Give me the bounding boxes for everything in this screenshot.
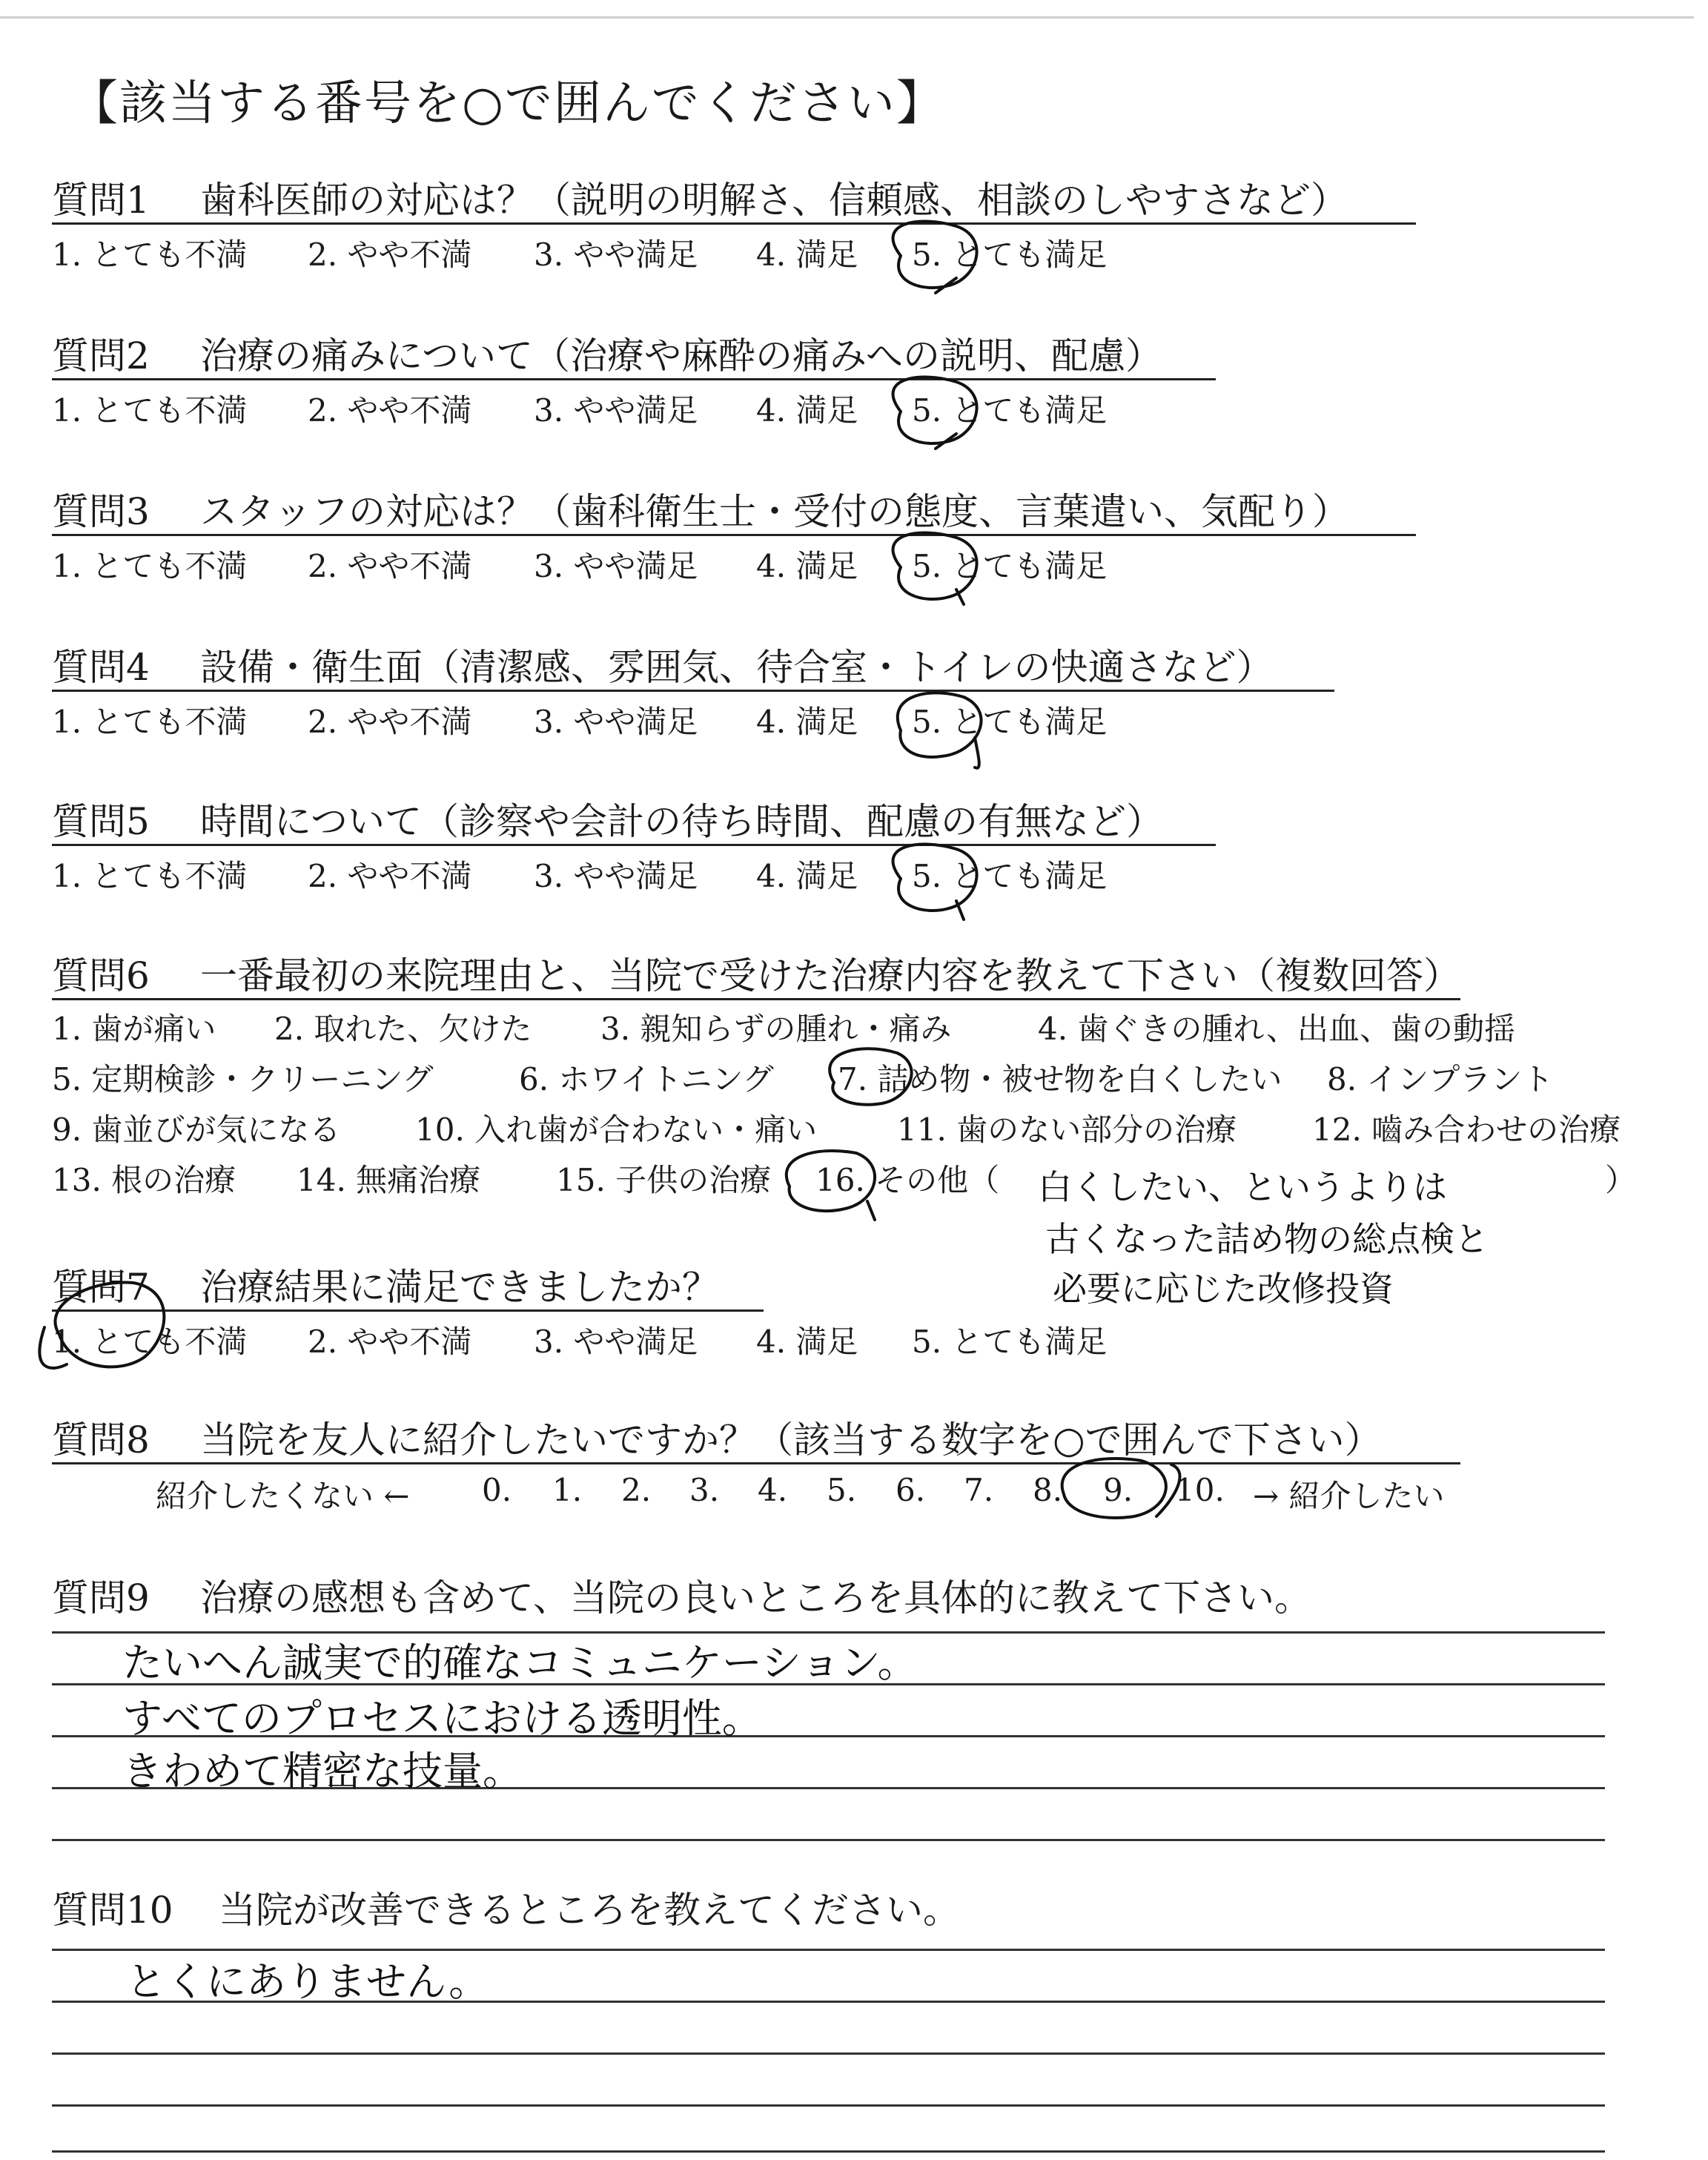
question-5-underline [52, 844, 1216, 846]
q6-option-8[interactable]: 8. インプラント [1327, 1061, 1554, 1097]
q5-option-1[interactable]: 1. とても不満 [52, 858, 248, 894]
q8-scale-5[interactable]: 5. [827, 1472, 857, 1508]
q9-handwriting-1: たいへん誠実で的確なコミュニケーション。 [122, 1639, 918, 1686]
question-2-underline [52, 378, 1216, 380]
question-10-text: 当院が改善できるところを教えてください。 [219, 1889, 960, 1932]
q4-option-3[interactable]: 3. やや満足 [534, 704, 698, 740]
q7-option-5[interactable]: 5. とても満足 [912, 1324, 1108, 1360]
q8-scale-8[interactable]: 8. [1033, 1472, 1063, 1508]
q8-scale-7[interactable]: 7. [964, 1472, 994, 1508]
question-7 [52, 1265, 719, 1309]
q9-write-line-5 [52, 1839, 1605, 1841]
question-5-number: 質問5 [52, 800, 150, 843]
question-8 [52, 1418, 1382, 1462]
question-1-text: 歯科医師の対応は？（説明の明解さ、信頼感、相談のしやすさなど） [200, 179, 1348, 222]
question-4-number: 質問4 [52, 646, 150, 689]
q7-option-1[interactable]: 1. とても不満 [52, 1324, 248, 1360]
question-1-number: 質問1 [52, 179, 150, 222]
q8-scale-0[interactable]: 0. [482, 1472, 512, 1508]
question-6-text: 一番最初の来院理由と、当院で受けた治療内容を教えて下さい（複数回答） [200, 954, 1460, 997]
q8-scale-9[interactable]: 9. [1103, 1472, 1133, 1508]
q6-option-2[interactable]: 2. 取れた、欠けた [274, 1011, 532, 1047]
q8-scale-4[interactable]: 4. [758, 1472, 788, 1508]
question-3-text: スタッフの対応は？（歯科衛生士・受付の態度、言葉遣い、気配り） [200, 490, 1349, 533]
q3-option-5[interactable]: 5. とても満足 [912, 548, 1108, 584]
question-3-underline [52, 534, 1416, 536]
question-6-number: 質問6 [52, 954, 150, 997]
q2-option-3[interactable]: 3. やや満足 [534, 392, 698, 429]
q8-scale-10[interactable]: 10. [1175, 1472, 1225, 1508]
scan-top-edge [0, 16, 1694, 19]
question-1-underline [52, 222, 1416, 225]
q10-write-line-3 [52, 2052, 1605, 2055]
q8-scale-3[interactable]: 3. [689, 1472, 720, 1508]
q1-option-5[interactable]: 5. とても満足 [912, 237, 1108, 273]
question-6 [52, 954, 1460, 998]
q10-write-line-4 [52, 2104, 1605, 2107]
question-7-text: 治療結果に満足できましたか？ [200, 1266, 719, 1309]
q7-option-2[interactable]: 2. やや不満 [308, 1324, 472, 1360]
q3-option-1[interactable]: 1. とても不満 [52, 548, 248, 584]
question-10-number: 質問10 [52, 1889, 173, 1932]
question-7-number: 質問7 [52, 1266, 150, 1309]
q6-other-handwriting-3: 必要に応じた改修投資 [1053, 1269, 1394, 1309]
q6-option-4[interactable]: 4. 歯ぐきの腫れ、出血、歯の動揺 [1038, 1011, 1515, 1047]
q8-scale-1[interactable]: 1. [552, 1472, 583, 1508]
q8-scale-6[interactable]: 6. [896, 1472, 926, 1508]
question-8-underline [52, 1462, 1460, 1464]
question-7-underline [52, 1309, 764, 1312]
question-8-text: 当院を友人に紹介したいですか？（該当する数字を○で囲んで下さい） [200, 1418, 1382, 1462]
q1-option-4[interactable]: 4. 満足 [756, 237, 858, 273]
q6-option-9[interactable]: 9. 歯並びが気になる [52, 1112, 341, 1148]
question-5-text: 時間について（診察や会計の待ち時間、配慮の有無など） [200, 800, 1163, 843]
question-6-underline [52, 998, 1460, 1000]
q6-other-handwriting-1: 白くしたい、というよりは [1038, 1167, 1447, 1207]
q7-option-4[interactable]: 4. 満足 [756, 1324, 858, 1360]
question-2 [52, 334, 1162, 378]
question-4-text: 設備・衛生面（清潔感、雰囲気、待合室・トイレの快適さなど） [200, 646, 1274, 689]
q5-option-3[interactable]: 3. やや満足 [534, 858, 698, 894]
q4-option-4[interactable]: 4. 満足 [756, 704, 858, 740]
page-title: 【該当する番号を○で囲んでください】 [70, 76, 945, 131]
q5-option-2[interactable]: 2. やや不満 [308, 858, 472, 894]
q1-option-1[interactable]: 1. とても不満 [52, 237, 248, 273]
q2-option-2[interactable]: 2. やや不満 [308, 392, 472, 429]
question-1 [52, 178, 1348, 222]
question-10 [52, 1888, 960, 1932]
q9-handwriting-3: きわめて精密な技量。 [122, 1748, 523, 1794]
q6-option-14[interactable]: 14. 無痛治療 [297, 1162, 481, 1198]
q4-option-2[interactable]: 2. やや不満 [308, 704, 472, 740]
q9-handwriting-2: すべてのプロセスにおける透明性。 [122, 1695, 762, 1742]
q8-scale-2[interactable]: 2. [621, 1472, 652, 1508]
question-3-number: 質問3 [52, 490, 150, 533]
q10-write-line-5 [52, 2150, 1605, 2153]
q6-option-6[interactable]: 6. ホワイトニング [519, 1061, 774, 1097]
q6-option-12[interactable]: 12. 嚙み合わせの治療 [1312, 1112, 1621, 1148]
q1-option-3[interactable]: 3. やや満足 [534, 237, 698, 273]
q6-other-close-paren: ） [1605, 1162, 1637, 1198]
q4-option-1[interactable]: 1. とても不満 [52, 704, 248, 740]
question-9-text: 治療の感想も含めて、当院の良いところを具体的に教えて下さい。 [200, 1576, 1311, 1619]
q6-option-13[interactable]: 13. 根の治療 [52, 1162, 236, 1198]
q6-option-11[interactable]: 11. 歯のない部分の治療 [897, 1112, 1237, 1148]
q8-scale-right-label: → 紹介したい [1253, 1478, 1445, 1514]
q2-option-1[interactable]: 1. とても不満 [52, 392, 248, 429]
q3-option-4[interactable]: 4. 満足 [756, 548, 858, 584]
q6-option-1[interactable]: 1. 歯が痛い [52, 1011, 216, 1047]
question-4-underline [52, 690, 1334, 692]
q5-option-5[interactable]: 5. とても満足 [912, 858, 1108, 894]
question-4 [52, 645, 1274, 690]
q5-option-4[interactable]: 4. 満足 [756, 858, 858, 894]
q3-option-3[interactable]: 3. やや満足 [534, 548, 698, 584]
q4-option-5[interactable]: 5. とても満足 [912, 704, 1108, 740]
q6-option-3[interactable]: 3. 親知らずの腫れ・痛み [600, 1011, 952, 1047]
question-3 [52, 489, 1349, 534]
question-9-number: 質問9 [52, 1576, 150, 1619]
q7-option-3[interactable]: 3. やや満足 [534, 1324, 698, 1360]
q2-option-5[interactable]: 5. とても満足 [912, 392, 1108, 429]
q8-scale-left-label: 紹介したくない ← [156, 1478, 410, 1514]
question-5 [52, 799, 1163, 844]
q6-other-handwriting-2: 古くなった詰め物の総点検と [1045, 1219, 1489, 1259]
q6-option-10[interactable]: 10. 入れ歯が合わない・痛い [415, 1112, 818, 1148]
q6-option-7[interactable]: 7. 詰め物・被せ物を白くしたい [838, 1061, 1282, 1097]
q6-option-5[interactable]: 5. 定期検診・クリーニング [52, 1061, 434, 1097]
question-2-number: 質問2 [52, 334, 150, 377]
q10-handwriting-1: とくにありません。 [126, 1958, 489, 2005]
q2-option-4[interactable]: 4. 満足 [756, 392, 858, 429]
q3-option-2[interactable]: 2. やや不満 [308, 548, 472, 584]
q1-option-2[interactable]: 2. やや不満 [308, 237, 472, 273]
question-2-text: 治療の痛みについて（治療や麻酔の痛みへの説明、配慮） [200, 334, 1162, 377]
q6-option-16[interactable]: 16. その他（ [815, 1162, 1000, 1198]
question-8-number: 質問8 [52, 1418, 150, 1462]
q6-option-15[interactable]: 15. 子供の治療 [556, 1162, 772, 1198]
question-9 [52, 1576, 1311, 1620]
